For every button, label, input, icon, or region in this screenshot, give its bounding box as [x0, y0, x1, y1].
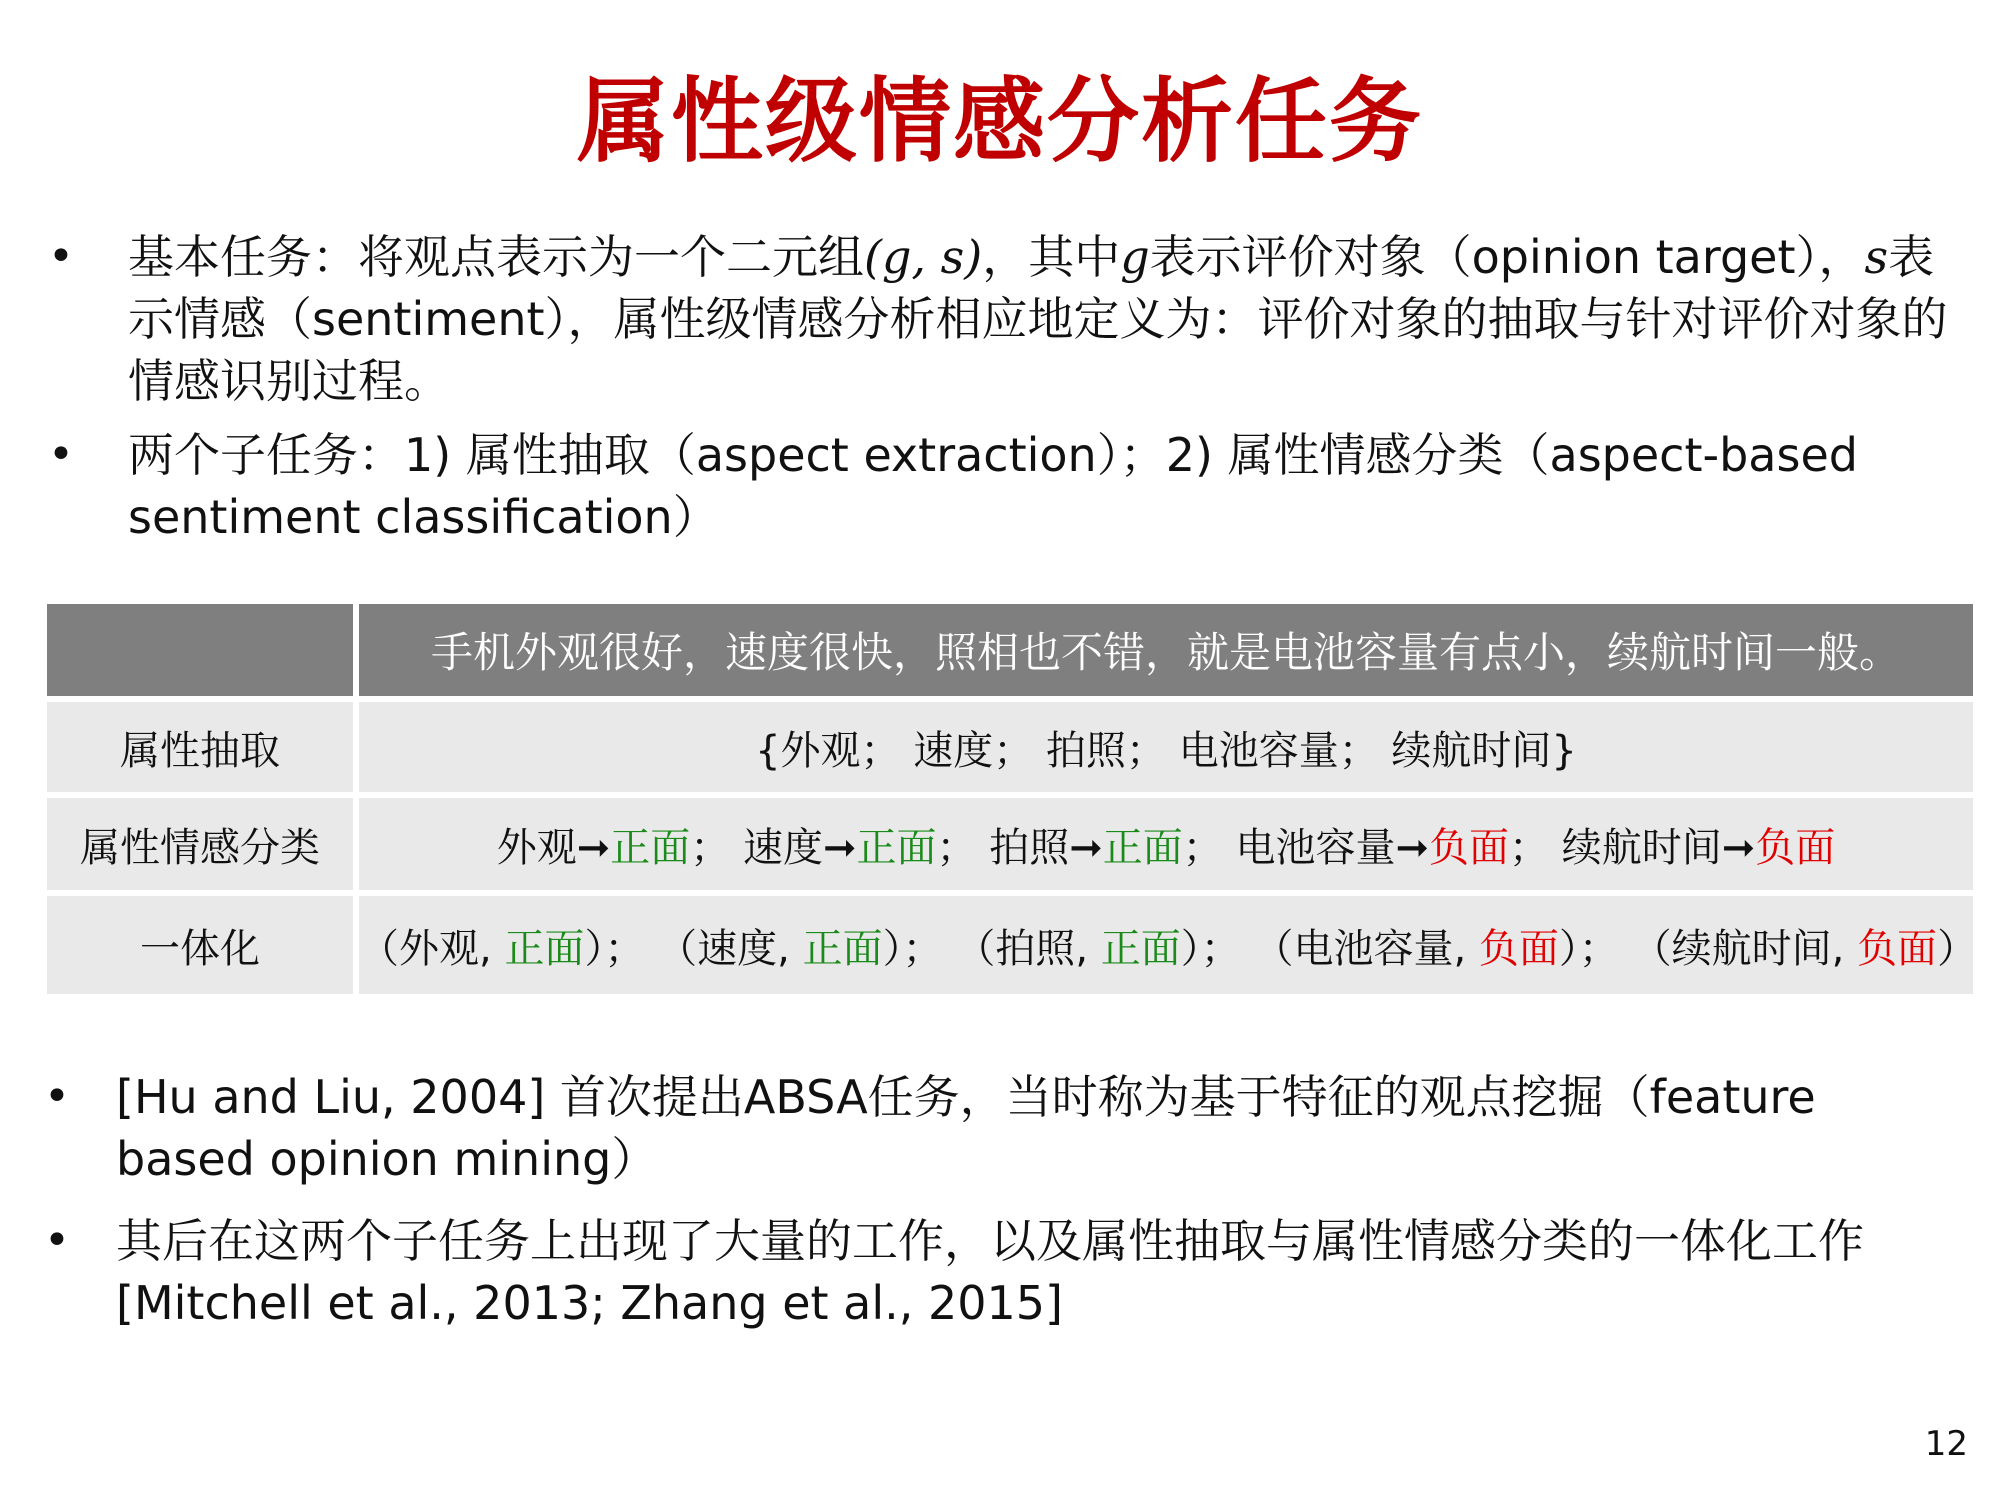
- classification-item: [497, 825, 743, 871]
- subtasks-text: 两个子任务：1) 属性抽取（aspect extraction）；2) 属性情感分类（aspect-based sentiment classification）: [128, 428, 1858, 544]
- open-paren: （: [657, 925, 698, 972]
- absa-example-table: [47, 604, 1978, 994]
- hu-liu-text: [Hu and Liu, 2004] 首次提出ABSA任务，当时称为基于特征的观点挖掘（feature based opinion mining）: [116, 1070, 1816, 1186]
- subtasks-bullet: [48, 424, 1948, 548]
- sentiment-label: 负面: [1478, 925, 1559, 972]
- separator: ；: [902, 925, 956, 972]
- aspect-term: 外观: [399, 925, 479, 972]
- separator: ；: [604, 925, 658, 972]
- slide-title: 属性级情感分析任务: [576, 68, 1423, 175]
- bullet-marker: •: [44, 1215, 70, 1266]
- aspect-term: 拍照: [995, 925, 1076, 972]
- page-number: 12: [1924, 1424, 1968, 1464]
- row-label-extraction: 属性抽取: [47, 696, 359, 792]
- separator: ；: [1508, 824, 1562, 871]
- basic-task-text-part2: ，其中: [982, 230, 1121, 284]
- basic-task-bullet: [48, 226, 1948, 412]
- joint-value: [359, 890, 1978, 994]
- follow-up-work-bullet: [44, 1210, 1966, 1334]
- pair-comma: ,: [1075, 925, 1101, 972]
- tuple-formula: (g, s): [864, 230, 983, 284]
- basic-task-text-part1: 基本任务：将观点表示为一个二元组: [128, 230, 864, 284]
- arrow-icon: ➞: [1721, 824, 1756, 871]
- g-symbol: g: [1120, 230, 1150, 284]
- joint-pair: [359, 926, 657, 972]
- classification-value: [359, 792, 1973, 890]
- open-paren: （: [359, 925, 399, 972]
- sentiment-label: 正面: [610, 824, 691, 871]
- row-label-classification: 属性情感分类: [47, 792, 359, 890]
- table-header-empty-cell: [47, 604, 359, 696]
- sentiment-label: 正面: [856, 824, 937, 871]
- classification-item: [1562, 825, 1836, 871]
- sentiment-label: 正面: [1100, 925, 1181, 972]
- separator: ；: [1578, 925, 1632, 972]
- joint-pair: [657, 926, 955, 972]
- close-paren: ）: [1180, 925, 1201, 972]
- classification-item: [989, 825, 1235, 871]
- close-paren: ）: [1558, 925, 1579, 972]
- separator: ；: [690, 824, 743, 871]
- aspect-term: 续航时间: [1671, 925, 1832, 972]
- aspect-term: 外观: [496, 824, 577, 871]
- separator: ；: [1200, 925, 1254, 972]
- sentiment-label: 正面: [504, 925, 585, 972]
- aspect-term: 速度: [697, 925, 778, 972]
- pair-comma: ,: [479, 925, 505, 972]
- arrow-icon: ➞: [1395, 824, 1429, 871]
- close-paren: ）: [584, 925, 605, 972]
- row-label-joint: 一体化: [47, 890, 359, 994]
- arrow-icon: ➞: [823, 824, 857, 871]
- basic-task-text-part4: 表示情感（sentiment），属性级情感分析相应地定义为：评价对象的抽取与针对评价对象的情感识别过程。: [128, 230, 1948, 408]
- table-row-classification: [47, 792, 1973, 890]
- aspect-term: 拍照: [989, 824, 1070, 871]
- sentiment-label: 正面: [1102, 824, 1183, 871]
- table-header-row: [47, 604, 1973, 696]
- pair-comma: ,: [1453, 925, 1479, 972]
- bullet-marker: •: [44, 1071, 70, 1122]
- close-paren: ）: [882, 925, 903, 972]
- open-paren: （: [1253, 925, 1294, 972]
- history-bullet-list: [0, 1066, 2000, 1334]
- open-paren: （: [1631, 925, 1672, 972]
- hu-liu-bullet: [44, 1066, 1966, 1190]
- table-row-joint: [47, 890, 1973, 994]
- sentiment-label: 负面: [1857, 925, 1938, 972]
- table-row-extraction: [47, 696, 1973, 792]
- joint-pair: [1253, 926, 1631, 972]
- aspect-term: 速度: [743, 824, 823, 871]
- close-paren: ）: [1937, 925, 1978, 972]
- extraction-value: {外观； 速度； 拍照； 电池容量； 续航时间}: [359, 696, 1973, 792]
- classification-item: [1235, 825, 1561, 871]
- follow-up-work-text: 其后在这两个子任务上出现了大量的工作，以及属性抽取与属性情感分类的一体化工作[Mitchell et al., 2013; Zhang et al., 2015]: [116, 1214, 1864, 1330]
- aspect-term: 电池容量: [1235, 824, 1396, 871]
- joint-pair: [955, 926, 1253, 972]
- arrow-icon: ➞: [576, 824, 611, 871]
- separator: ；: [1182, 824, 1236, 871]
- joint-pair: [1632, 926, 1977, 972]
- intro-bullet-list: [0, 226, 2000, 548]
- aspect-term: 电池容量: [1293, 925, 1454, 972]
- basic-task-text-part3: 表示评价对象（opinion target），: [1149, 230, 1865, 284]
- sentiment-label: 正面: [802, 925, 883, 972]
- bullet-marker: •: [48, 231, 74, 282]
- example-sentence: 手机外观很好，速度很快，照相也不错，就是电池容量有点小，续航时间一般。: [359, 604, 1973, 696]
- bullet-marker: •: [48, 429, 74, 480]
- aspect-term: 续航时间: [1561, 824, 1722, 871]
- sentiment-label: 负面: [1428, 824, 1509, 871]
- arrow-icon: ➞: [1069, 824, 1103, 871]
- classification-item: [743, 825, 989, 871]
- pair-comma: ,: [1831, 925, 1858, 972]
- open-paren: （: [955, 925, 996, 972]
- s-symbol: s: [1864, 230, 1889, 284]
- separator: ；: [936, 824, 990, 871]
- pair-comma: ,: [777, 925, 803, 972]
- sentiment-label: 负面: [1755, 824, 1836, 871]
